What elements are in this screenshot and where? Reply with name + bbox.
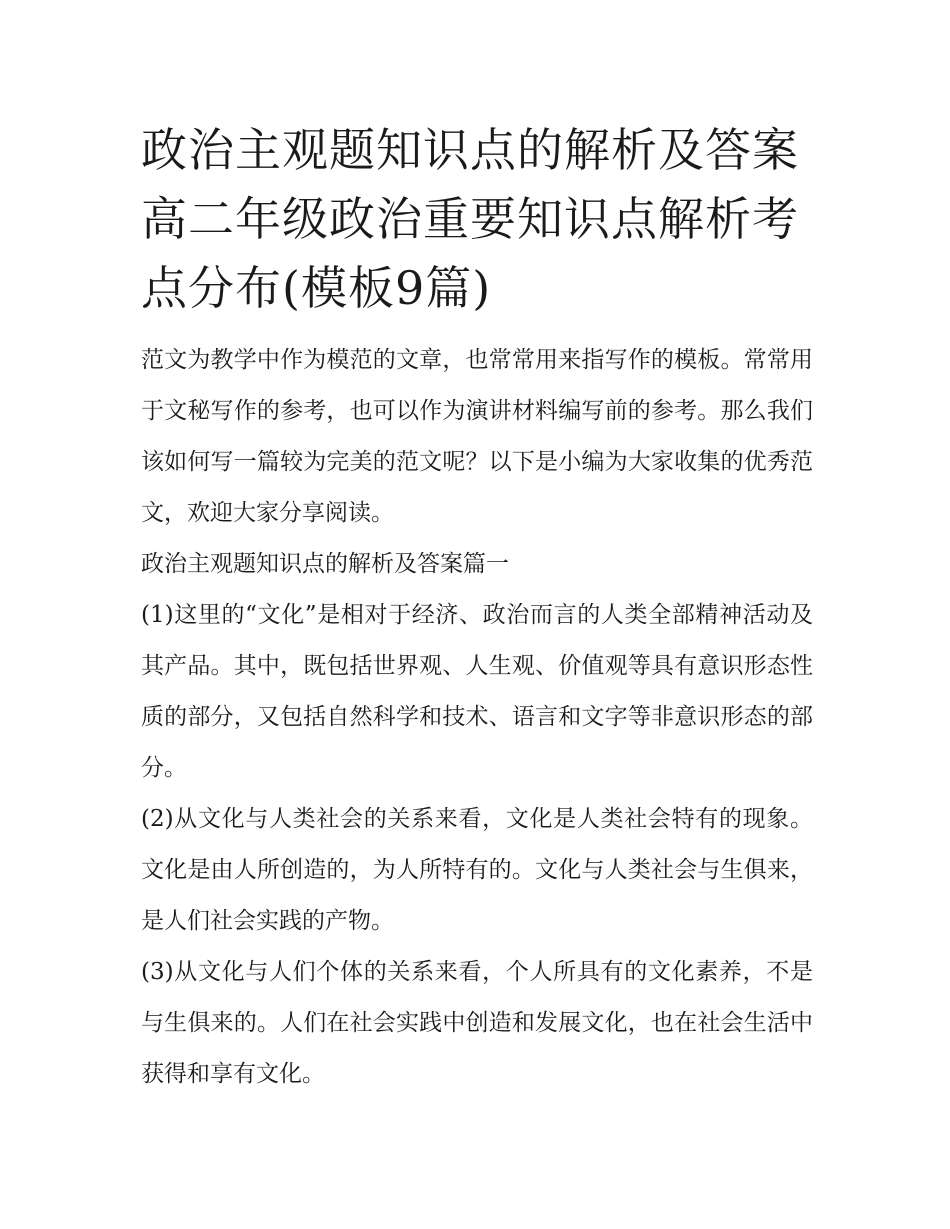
point-3-paragraph: (3)从文化与人们个体的关系来看，个人所具有的文化素养，不是与生俱来的。人们在社会实践中创造和发展文化，也在社会生活中获得和享有文化。 xyxy=(141,959,813,1087)
section-heading: 政治主观题知识点的解析及答案篇一 xyxy=(141,551,509,577)
point-1-paragraph: (1)这里的“文化”是相对于经济、政治而言的人类全部精神活动及其产品。其中，既包括世界观、人生观、价值观等具有意识形态性质的部分，又包括自然科学和技术、语言和文字等非意识形态的部分。 xyxy=(141,602,813,781)
document-title: 政治主观题知识点的解析及答案 高二年级政治重要知识点解析考点分布(模板9篇) xyxy=(141,123,799,315)
document-body xyxy=(141,116,813,1100)
intro-paragraph: 范文为教学中作为模范的文章，也常常用来指写作的模板。常常用于文秘写作的参考，也可以作为演讲材料编写前的参考。那么我们该如何写一篇较为完美的范文呢？以下是小编为大家收集的优秀范文，欢迎大家分享阅读。 xyxy=(141,347,813,526)
point-2-paragraph: (2)从文化与人类社会的关系来看，文化是人类社会特有的现象。文化是由人所创造的，为人所特有的。文化与人类社会与生俱来，是人们社会实践的产物。 xyxy=(141,806,813,934)
